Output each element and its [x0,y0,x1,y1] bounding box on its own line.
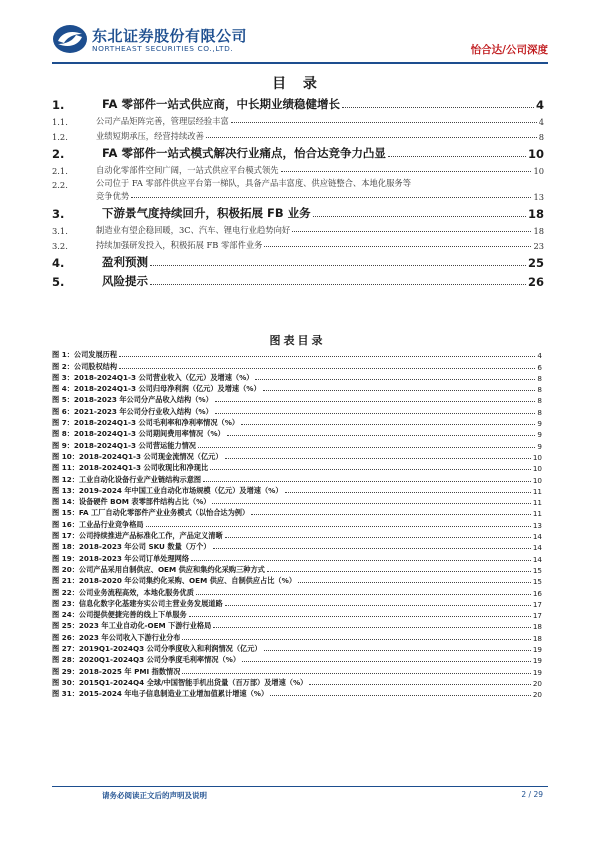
figure-entry-page: 20 [532,678,542,688]
figure-entry-page: 18 [532,633,542,643]
figure-entry[interactable] [52,507,542,518]
dot-leader [225,605,531,606]
dot-leader [215,401,536,402]
figure-entry[interactable] [52,677,542,688]
figure-entry-page: 14 [532,532,542,542]
toc-entry-number: 1. [52,98,65,112]
toc-entry-page: 23 [533,241,544,251]
dot-leader [213,548,531,549]
dot-leader [131,197,531,198]
figure-entry-title: 图 14：设备硬件 BOM 表零部件结构占比（%） [52,497,211,507]
figure-entry-page: 8 [537,396,542,406]
dot-leader [264,650,531,651]
header-divider [52,62,548,64]
figure-entry-page: 11 [532,509,542,519]
figure-entry-page: 16 [532,588,542,598]
figure-entry-title: 图 28：2020Q1-2024Q3 公司分季度毛利率情况（%） [52,655,241,665]
figure-entry-page: 9 [537,430,542,440]
dot-leader [225,537,531,538]
toc-entry-page: 10 [533,166,544,176]
dot-leader [242,661,531,662]
dot-leader [182,639,530,640]
toc-entry-page: 18 [533,226,544,236]
figure-entry-page: 9 [537,441,542,451]
figure-list [52,349,542,699]
dot-leader [150,284,526,285]
toc-entry-title: 自动化零部件空间广阔，一站式供应平台模式领先 [96,165,279,175]
figure-entry[interactable] [52,552,542,563]
toc-entry-title: 公司位于 FA 零部件供应平台第一梯队，具备产品丰富度、供应链整合、本地化服务等 [96,178,411,188]
toc-entry-number: 3.2. [52,241,68,251]
toc-entry-number: 1.1. [52,117,68,127]
dot-leader [191,560,531,561]
figure-entry-page: 10 [532,452,542,462]
dot-leader [150,265,526,266]
toc-entry-number: 1.2. [52,132,68,142]
figure-entry[interactable] [52,654,542,665]
figure-entry[interactable] [52,575,542,586]
figure-entry[interactable] [52,518,542,529]
company-logo-icon [52,24,88,54]
dot-leader [309,684,530,685]
dot-leader [213,627,531,628]
dot-leader [225,458,531,459]
figure-entry[interactable] [52,383,542,394]
figure-entry-page: 19 [532,667,542,677]
figure-entry-title: 图 23：信息化数字化基建夯实公司主营业务发展道路 [52,598,223,608]
toc-entry[interactable] [52,236,544,251]
toc-entry-page: 4 [535,98,544,112]
toc-entry-number: 2.1. [52,166,68,176]
figure-entry-page: 14 [532,554,542,564]
toc-entry-number: 5. [52,275,65,289]
figure-entry-page: 11 [532,486,542,496]
toc-entry-number: 3.1. [52,226,68,236]
toc-entry-title: 制造业有望企稳回暖，3C、汽车、锂电行业趋势向好 [96,225,291,235]
dot-leader [292,231,531,232]
figure-entry-page: 8 [537,373,542,383]
figure-entry-title: 图 27：2019Q1-2024Q3 公司分季度收入和利润情况（亿元） [52,644,262,654]
figure-entry-page: 9 [537,419,542,429]
figure-entry[interactable] [52,541,542,552]
toc-entry-page: 25 [527,256,544,270]
figure-entry-title: 图 25：2023 年工业自动化-OEM 下游行业格局 [52,621,212,631]
toc-entry-title: 公司产品矩阵完善，管理层经验丰富 [96,116,229,126]
footer-divider [52,786,548,787]
toc-entry-title: 持续加强研发投入，积极拓展 FB 零部件业务 [96,240,263,250]
figure-entry-page: 19 [532,656,542,666]
figure-entry-title: 图 17：公司持续推进产品标准化工作，产品定义清晰 [52,531,223,541]
figure-entry-page: 15 [532,577,542,587]
figure-entry-page: 17 [532,599,542,609]
dot-leader [251,514,531,515]
figure-entry-page: 8 [537,407,542,417]
figure-entry-title: 图 12：工业自动化设备行业产业链结构示意图 [52,474,202,484]
toc-entry-title: 风险提示 [102,274,148,288]
toc-entry-number: 2. [52,147,65,161]
footer-disclaimer: 请务必阅读正文后的声明及说明 [102,791,207,800]
toc-entry[interactable] [52,176,544,202]
figure-entry-page: 15 [532,565,542,575]
figure-entry[interactable] [52,372,542,383]
dot-leader [313,216,526,217]
toc-entry[interactable] [52,142,544,161]
figure-entry-title: 图 11：2018-2024Q1-3 公司收现比和净现比 [52,463,209,473]
toc-entry-number: 2.2. [52,180,68,190]
figure-entry[interactable] [52,620,542,631]
figure-entry-title: 图 7：2018-2024Q1-3 公司毛利率和净利率情况（%） [52,418,240,428]
toc-entry[interactable] [52,127,544,142]
figure-entry[interactable] [52,405,542,416]
dot-leader [119,368,535,369]
page-number: 2 / 29 [521,790,543,799]
figure-entry-page: 11 [532,498,542,508]
dot-leader [267,571,531,572]
figure-entry-page: 20 [532,690,542,700]
toc-entry[interactable] [52,161,544,176]
dot-leader [212,503,530,504]
figure-entry-title: 图 5：2018-2023 年公司分产品收入结构（%） [52,395,213,405]
figure-entry[interactable] [52,349,542,360]
figure-entry[interactable] [52,598,542,609]
company-name-en: NORTHEAST SECURITIES CO.,LTD. [92,44,234,53]
figure-entry-page: 8 [537,385,542,395]
dot-leader [206,137,537,138]
dot-leader [241,424,535,425]
figure-entry-title: 图 21：2018-2020 年公司集约化采购、OEM 供应、自制供应占比（%） [52,576,297,586]
figure-entry-title: 图 1：公司发展历程 [52,350,118,360]
page-header [52,22,548,64]
figure-entry-title: 图 9：2018-2024Q1-3 公司营运能力情况 [52,440,196,450]
toc-entry[interactable] [52,202,544,221]
table-of-contents [52,93,544,289]
dot-leader [196,594,531,595]
figure-entry[interactable] [52,530,542,541]
figure-entry[interactable] [52,496,542,507]
figure-entry[interactable] [52,643,542,654]
toc-entry[interactable] [52,221,544,236]
figure-entry-page: 18 [532,622,542,632]
figure-entry-title: 图 19：2018-2023 年公司订单处理网络 [52,553,190,563]
toc-entry[interactable] [52,112,544,127]
figure-entry-page: 13 [532,520,542,530]
toc-entry-page: 4 [538,117,544,127]
figure-entry[interactable] [52,394,542,405]
figure-entry-page: 19 [532,645,542,655]
report-tag: 怡合达/公司深度 [470,44,548,56]
figure-entry-title: 图 4：2018-2024Q1-3 公司归母净利润（亿元）及增速（%） [52,384,261,394]
toc-entry-number: 4. [52,256,65,270]
figure-entry[interactable] [52,428,542,439]
figure-entry-title: 图 22：公司业务流程高效，本地化服务优质 [52,587,194,597]
figure-entry-page: 17 [532,611,542,621]
toc-title: 目 录 [272,76,323,92]
toc-entry-number: 3. [52,207,65,221]
figure-entry-title: 图 26：2023 年公司收入下游行业分布 [52,632,181,642]
toc-entry-page: 18 [527,207,544,221]
toc-entry[interactable] [52,251,544,270]
toc-entry-title: FA 零部件一站式模式解决行业痛点，怡合达竞争力凸显 [102,146,386,160]
figure-entry-title: 图 31：2015-2024 年电子信息制造业工业增加值累计增速（%） [52,689,269,699]
toc-entry[interactable] [52,270,544,289]
toc-entry-page: 26 [527,275,544,289]
figure-entry[interactable] [52,439,542,450]
toc-entry-title: 下游景气度持续回升，积极拓展 FB 业务 [102,206,311,220]
figure-entry-page: 4 [537,351,542,361]
figure-entry-page: 6 [537,362,542,372]
figure-entry-page: 10 [532,475,542,485]
figure-entry[interactable] [52,451,542,462]
toc-entry[interactable] [52,93,544,112]
dot-leader [264,246,531,247]
figure-entry[interactable] [52,609,542,620]
figure-entry[interactable] [52,665,542,676]
figure-entry-title: 图 6：2021-2023 年公司分行业收入结构（%） [52,406,213,416]
toc-entry-title: FA 零部件一站式供应商，中长期业绩稳健增长 [102,97,340,111]
dot-leader [210,469,531,470]
toc-entry-title: 盈利预测 [102,255,148,269]
figure-entry-title: 图 18：2018-2023 年公司 SKU 数量（万个） [52,542,211,552]
dot-leader [203,481,531,482]
dot-leader [198,447,535,448]
dot-leader [285,492,531,493]
dot-leader [215,413,536,414]
figure-entry-page: 10 [532,464,542,474]
figure-entry[interactable] [52,485,542,496]
dot-leader [388,156,526,157]
dot-leader [281,171,532,172]
figure-entry-title: 图 24：公司提供便捷完善的线上下单服务 [52,610,187,620]
figure-entry[interactable] [52,473,542,484]
figure-entry[interactable] [52,360,542,371]
figure-entry-page: 14 [532,543,542,553]
company-name-cn: 东北证券股份有限公司 [92,27,248,45]
figure-entry-title: 图 30：2015Q1-2024Q4 全球/中国智能手机出货量（百万部）及增速（%） [52,677,308,687]
dot-leader [182,673,530,674]
toc-entry-page: 13 [533,192,544,202]
dot-leader [263,390,536,391]
figure-entry-title: 图 16：工业品行业竞争格局 [52,519,144,529]
dot-leader [255,379,535,380]
figure-entry-title: 图 8：2018-2024Q1-3 公司期间费用率情况（%） [52,429,225,439]
figure-entry[interactable] [52,462,542,473]
toc-entry-page: 10 [527,147,544,161]
toc-entry-continuation [52,190,544,202]
dot-leader [270,695,531,696]
dot-leader [342,107,534,108]
toc-entry-title: 业绩短期承压，经营持续改善 [96,131,204,141]
dot-leader [119,356,535,357]
figure-entry[interactable] [52,631,542,642]
toc-entry-title-cont: 竞争优势 [96,191,130,201]
figure-entry-title: 图 20：公司产品采用自制供应、OEM 供应和集约化采购三种方式 [52,564,265,574]
figure-list-title: 图表目录 [269,334,326,347]
toc-entry-page: 8 [538,132,544,142]
figure-entry-title: 图 29：2018-2025 年 PMI 指数情况 [52,666,181,676]
dot-leader [231,122,537,123]
figure-entry-title: 图 13：2019-2024 年中国工业自动化市场规模（亿元）及增速（%） [52,485,283,495]
figure-entry-title: 图 2：公司股权结构 [52,361,118,371]
figure-entry[interactable] [52,586,542,597]
dot-leader [189,616,531,617]
figure-entry-title: 图 10：2018-2024Q1-3 公司现金流情况（亿元） [52,451,223,461]
dot-leader [298,582,531,583]
dot-leader [227,435,536,436]
figure-entry[interactable] [52,564,542,575]
figure-entry-title: 图 3：2018-2024Q1-3 公司营业收入（亿元）及增速（%） [52,372,254,382]
dot-leader [146,526,531,527]
figure-entry[interactable] [52,688,542,699]
figure-entry-title: 图 15：FA 工厂自动化零部件产业业务模式（以怡合达为例） [52,508,250,518]
figure-entry[interactable] [52,417,542,428]
